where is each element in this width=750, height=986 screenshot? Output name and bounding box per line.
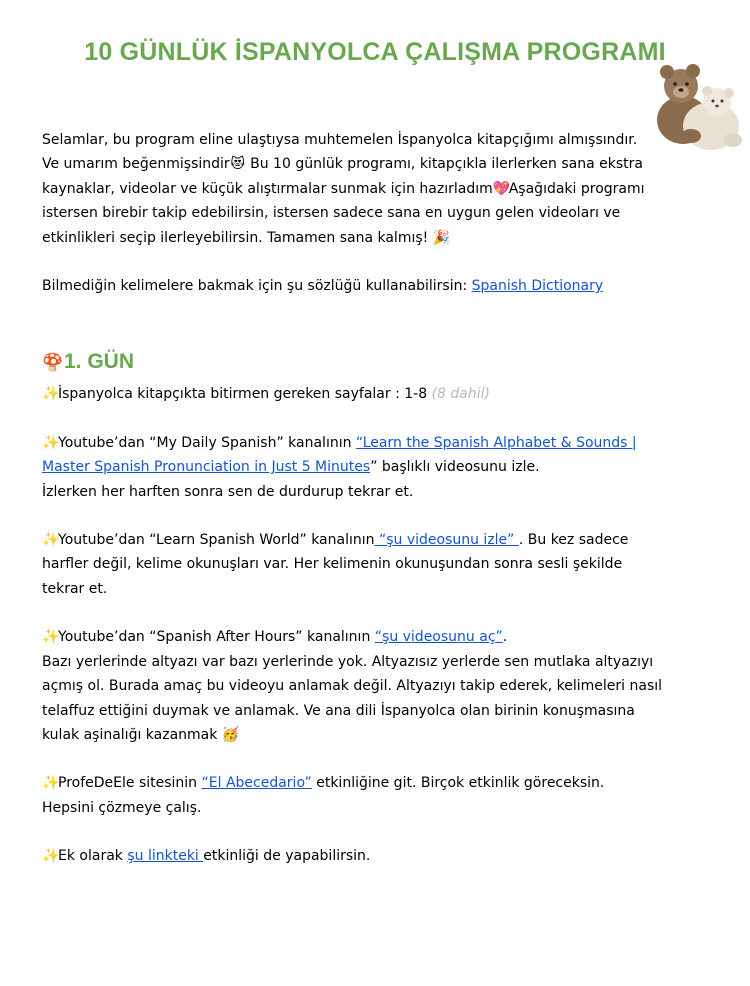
item2-line-3: tekrar et. [42,580,108,597]
intro-line-2: Ve umarım beğenmişsindir😻 Bu 10 günlük programı, kitapçıkla ilerlerken sana ekstra [42,152,682,176]
item2-line-2: harfler değil, kelime okunuşları var. Her kelimenin okunuşundan sonra sesli şekilde [42,556,623,573]
extra-activity-link[interactable]: şu linkteki [127,848,204,865]
sparkles-icon: ✨ [42,532,60,549]
party-popper-icon: 🎉 [432,229,451,246]
heart-icon: 💖 [492,180,511,197]
pages-note: (8 dahil) [431,386,490,403]
sparkles-icon: ✨ [42,434,60,451]
partying-face-icon: 🥳 [221,726,240,743]
item4-line-2: Hepsini çözmeye çalış. [42,799,202,816]
el-abecedario-link[interactable]: “El Abecedario” [201,775,312,792]
page-title: 10 GÜNLÜK İSPANYOLCA ÇALIŞMA PROGRAMI [84,38,666,66]
sparkles-icon: ✨ [42,386,60,403]
cat-face-icon: 😻 [230,156,245,173]
item3-line-3: açmış ol. Burada amaç bu videoyu anlamak değil. Altyazıyı takip ederek, kelimeleri nasıl [42,678,663,695]
alphabet-video-link-cont[interactable]: Master Spanish Pronunciation in Just 5 Minutes [42,459,371,476]
pages-line: ✨İspanyolca kitapçıkta bitirmen gereken sayfalar : 1-8 (8 dahil) [42,382,682,406]
intro-line-5: etkinlikleri seçip ilerleyebilirsin. Tamamen sana kalmış! 🎉 [42,226,682,250]
sparkles-icon: ✨ [42,848,60,865]
mushroom-icon: 🍄 [42,353,64,373]
dictionary-line: Bilmediğin kelimelere bakmak için şu sözlüğü kullanabilirsin: Spanish Dictionary [42,278,604,295]
spanish-dictionary-link[interactable]: Spanish Dictionary [471,278,604,295]
item1-line-2: Master Spanish Pronunciation in Just 5 Minutes” başlıklı videosunu izle. [42,459,540,476]
sparkles-icon: ✨ [42,775,60,792]
item4-line-1: ✨ProfeDeEle sitesinin “El Abecedario” etkinliğine git. Birçok etkinlik göreceksin. [42,771,682,795]
item2-line-1: ✨Youtube’dan “Learn Spanish World” kanalının “şu videosunu izle” . Bu kez sadece [42,528,682,552]
item3-line-4: telaffuz ettiğini duymak ve anlamak. Ve ana dili İspanyolca olan birinin konuşmasına [42,702,635,719]
item5-line-1: ✨Ek olarak şu linkteki etkinliği de yapabilirsin. [42,844,682,868]
day-heading: 🍄1. GÜN [42,347,682,378]
intro-line-3: kaynaklar, videolar ve küçük alıştırmalar sunmak için hazırladım💖Aşağıdaki programı [42,177,682,201]
item3-line-1: ✨Youtube’dan “Spanish After Hours” kanalının “şu videosunu aç”. [42,625,682,649]
item1-line-3: İzlerken her harften sonra sen de durdurup tekrar et. [42,483,414,500]
item1-line-1: ✨Youtube’dan “My Daily Spanish” kanalının “Learn the Spanish Alphabet & Sounds | [42,431,682,455]
open-video-link[interactable]: “şu videosunu aç” [374,629,503,646]
watch-video-link[interactable]: “şu videosunu izle” [374,532,519,549]
item3-line-2: Bazı yerlerinde altyazı var bazı yerlerinde yok. Altyazısız yerlerde sen mutlaka altyazıyı [42,653,654,670]
alphabet-video-link[interactable]: “Learn the Spanish Alphabet & Sounds | [355,434,637,451]
item3-line-5: kulak aşinalığı kazanmak 🥳 [42,723,682,747]
document-body [42,128,682,869]
sparkles-icon: ✨ [42,629,60,646]
intro-line-1: Selamlar, bu program eline ulaştıysa muhtemelen İspanyolca kitapçığımı almışsındır. [42,132,638,148]
intro-line-4: istersen birebir takip edebilirsin, istersen sadece sana en uygun gelen videoları ve [42,205,621,222]
